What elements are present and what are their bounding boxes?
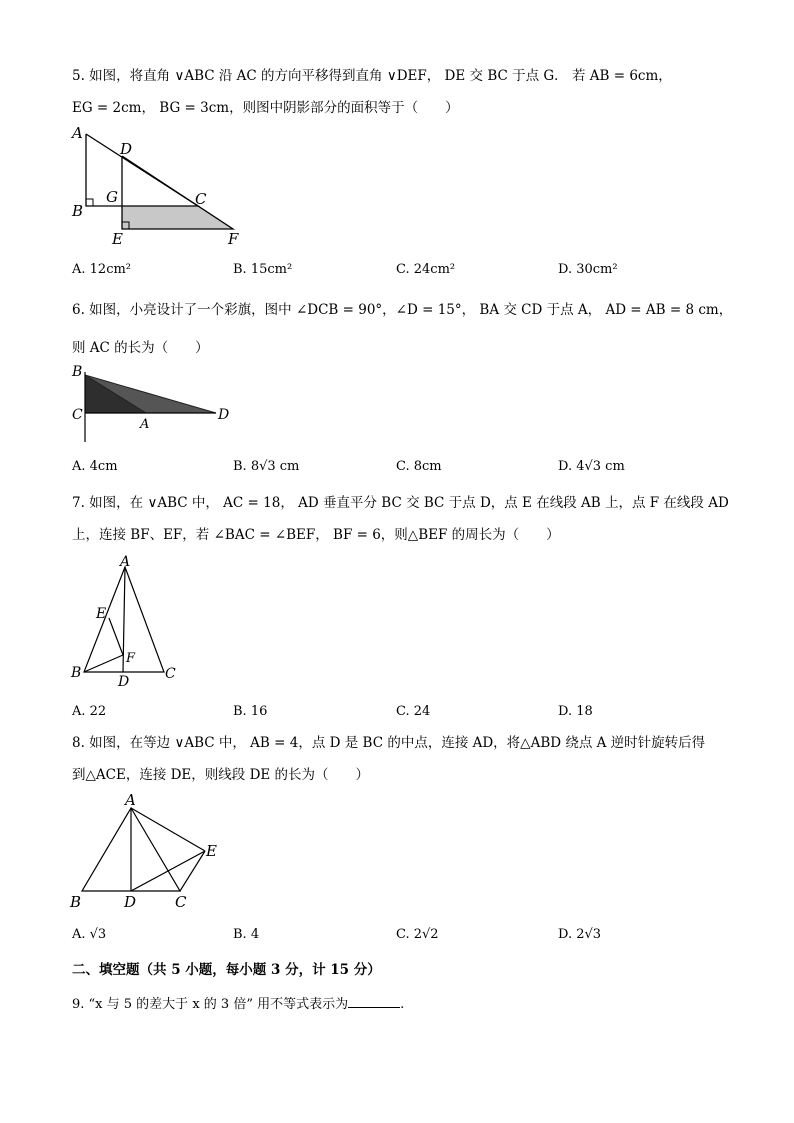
q6-text-line1: 6. 如图，小亮设计了一个彩旗，图中 ∠DCB = 90°，∠D = 15°， BA 交 CD 于点 A， AD = AB = 8 cm， — [72, 302, 733, 318]
q8-label-e: E — [206, 842, 217, 860]
q6-figure — [68, 360, 238, 445]
q8-figure — [66, 788, 236, 914]
q5-label-b: B — [72, 202, 84, 220]
q8-option-b[interactable]: B. 4 — [233, 927, 260, 942]
q5-label-c: C — [195, 190, 207, 208]
q8-text-line1: 8. 如图，在等边 ∨ABC 中， AB = 4，点 D 是 BC 的中点，连接 AD，将△ABD 绕点 A 逆时针旋转后得 — [72, 735, 706, 751]
q7-text-line2: 上，连接 BF、EF，若 ∠BAC = ∠BEF， BF = 6，则△BEF 的周长为（ ） — [72, 527, 560, 543]
q9-text-before: 9. “x 与 5 的差大于 x 的 3 倍” 用不等式表示为 — [72, 997, 349, 1012]
q7-option-c[interactable]: C. 24 — [396, 704, 431, 719]
q5-option-a[interactable]: A. 12cm² — [72, 262, 132, 277]
q5-label-g: G — [106, 188, 118, 206]
q8-option-c[interactable]: C. 2√2 — [396, 927, 439, 942]
section2-heading: 二、填空题（共 5 小题，每小题 3 分，计 15 分） — [72, 962, 381, 978]
q5-text-line1: 5. 如图，将直角 ∨ABC 沿 AC 的方向平移得到直角 ∨DEF， DE 交 BC 于点 G． 若 AB = 6cm， — [72, 68, 672, 84]
q9-text — [72, 993, 404, 1015]
q7-label-d: D — [118, 674, 130, 690]
q5-option-c[interactable]: C. 24cm² — [396, 262, 456, 277]
q5-option-b[interactable]: B. 15cm² — [233, 262, 293, 277]
q5-figure — [68, 122, 258, 250]
q5-label-e: E — [112, 230, 123, 248]
q6-label-d: D — [218, 407, 230, 423]
q6-label-a: A — [140, 417, 150, 432]
q8-option-d[interactable]: D. 2√3 — [558, 927, 602, 942]
q8-label-d: D — [124, 893, 137, 911]
q6-label-c: C — [72, 407, 83, 423]
q8-option-a[interactable]: A. √3 — [72, 927, 107, 942]
q7-figure — [66, 552, 186, 692]
q7-segment-ef — [109, 618, 123, 655]
q6-option-a[interactable]: A. 4cm — [72, 459, 118, 474]
q8-segment-ce — [180, 851, 205, 891]
q9-answer-blank[interactable] — [348, 993, 400, 1008]
q5-text-line2: EG = 2cm， BG = 3cm，则图中阴影部分的面积等于（ ） — [72, 100, 459, 116]
q7-option-a[interactable]: A. 22 — [72, 704, 107, 719]
q5-right-angle-b — [86, 199, 93, 206]
q6-option-b[interactable]: B. 8√3 cm — [233, 459, 300, 474]
q5-label-d: D — [120, 140, 133, 158]
q7-label-c: C — [165, 666, 176, 682]
q7-label-a: A — [120, 554, 131, 570]
q9-text-after: . — [400, 997, 405, 1012]
q6-text-line2: 则 AC 的长为（ ） — [72, 340, 209, 356]
q8-segment-de — [131, 851, 205, 891]
q8-label-b: B — [70, 893, 82, 911]
q7-label-b: B — [71, 665, 82, 681]
q6-option-c[interactable]: C. 8cm — [396, 459, 442, 474]
q7-label-e: E — [96, 606, 107, 622]
q6-option-d[interactable]: D. 4√3 cm — [558, 459, 625, 474]
q7-segment-ad — [123, 567, 125, 672]
q7-text-line1: 7. 如图，在 ∨ABC 中， AC = 18， AD 垂直平分 BC 交 BC 于点 D，点 E 在线段 AB 上，点 F 在线段 AD — [72, 495, 729, 511]
q5-option-d[interactable]: D. 30cm² — [558, 262, 618, 277]
q7-label-f: F — [126, 651, 136, 666]
q7-option-b[interactable]: B. 16 — [233, 704, 268, 719]
q8-label-c: C — [175, 893, 187, 911]
q5-label-a: A — [72, 124, 83, 142]
q6-label-b: B — [72, 364, 83, 380]
q8-text-line2: 到△ACE，连接 DE，则线段 DE 的长为（ ） — [72, 767, 370, 783]
q5-label-f: F — [228, 230, 239, 248]
q8-label-a: A — [125, 791, 136, 809]
q8-segment-ae — [131, 808, 205, 851]
q7-option-d[interactable]: D. 18 — [558, 704, 593, 719]
